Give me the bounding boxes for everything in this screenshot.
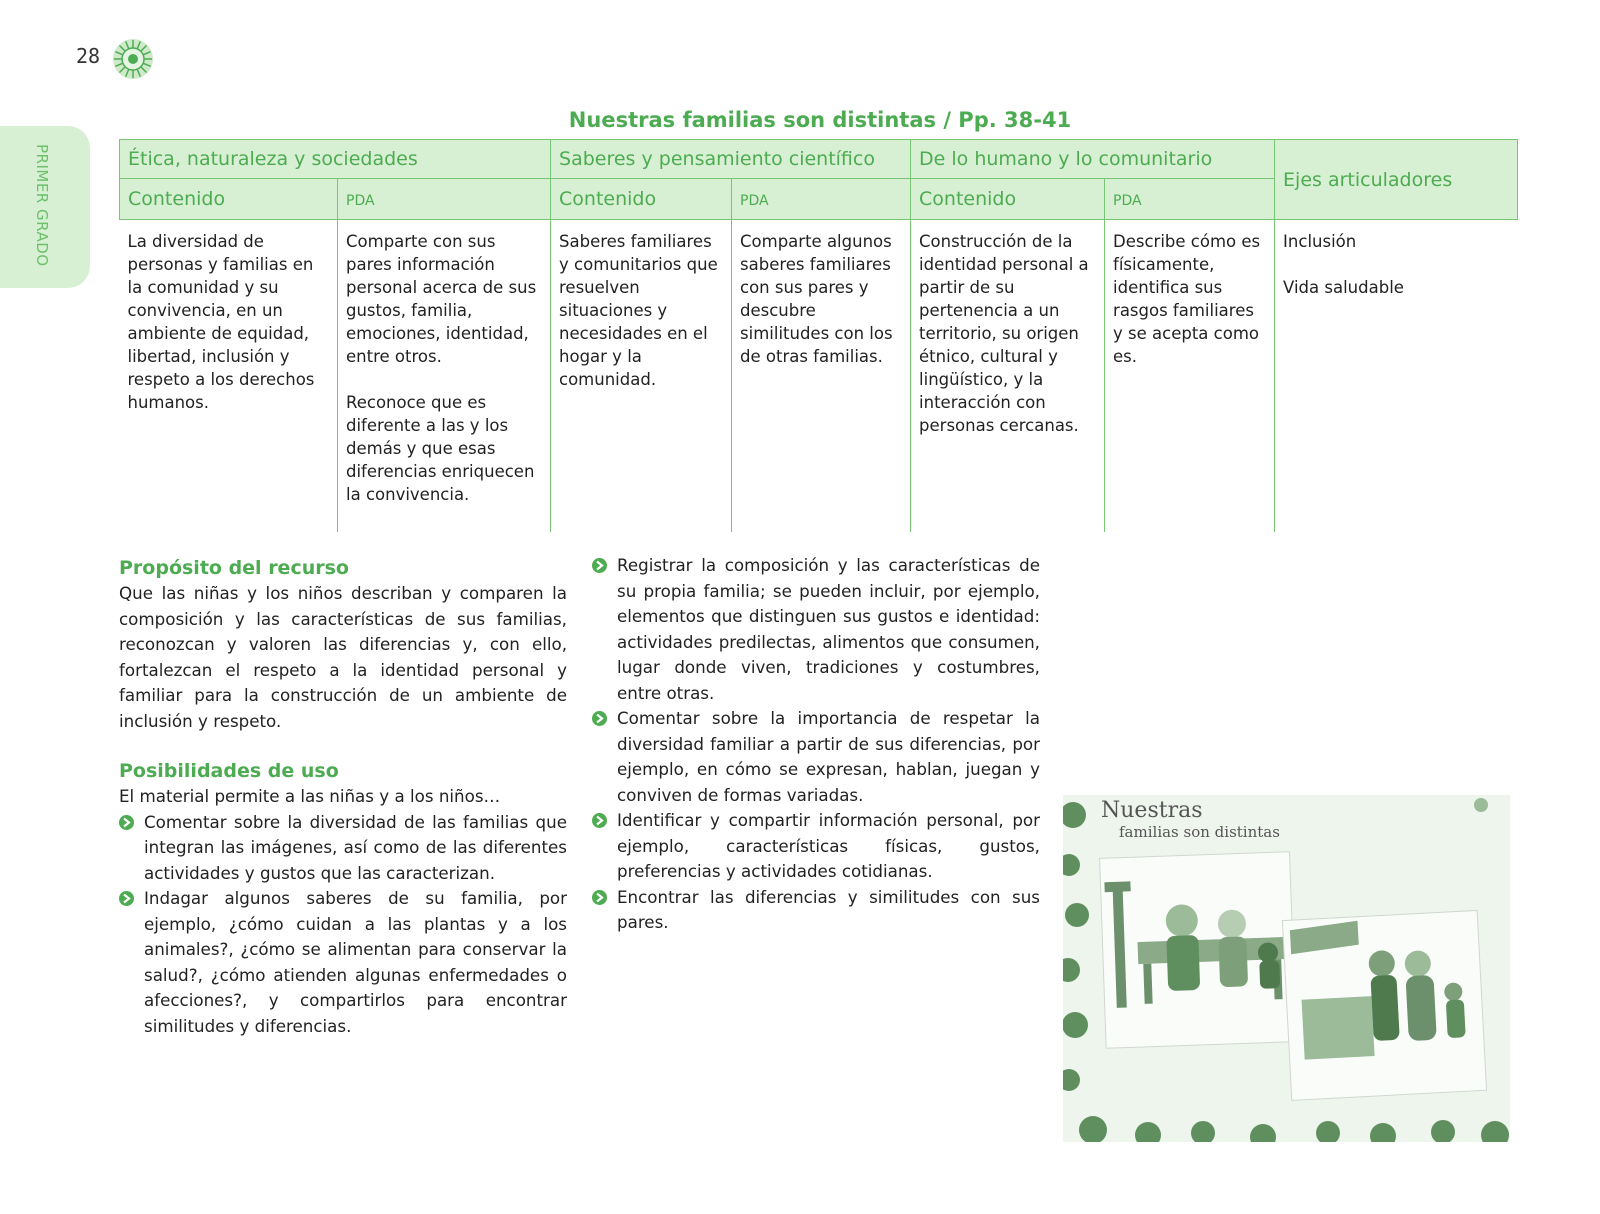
proposito-heading: Propósito del recurso (119, 557, 349, 579)
list-item: Registrar la composición y las características de su propia familia; se pueden incluir, por ejemplo, elementos que distinguen sus gustos e identidad: actividades predilectas, alimentos que consumen, lugar donde viven, tradiciones y costumbres, entre otras. (592, 553, 1040, 706)
ejes-header: Ejes articuladores (1275, 140, 1518, 220)
cover-title-2: familias son distintas (1119, 823, 1280, 841)
table-title: Nuestras familias son distintas / Pp. 38-41 (568, 108, 1072, 132)
grade-side-tab (0, 126, 90, 288)
pda-header: PDA (1105, 179, 1275, 220)
proposito-text: Que las niñas y los niños describan y comparen la composición y las características de sus familias, reconozcan y valoren las diferencias y, con ello, fortalezcan el respeto a la identidad personal y familiar para la construcción de un ambiente de inclusión y respeto. (119, 583, 567, 731)
grade-label: PRIMER GRADO (33, 144, 51, 267)
area-humano: De lo humano y lo comunitario (911, 140, 1275, 179)
bullet-arrow-icon (592, 890, 607, 905)
posibilidades-intro: El material permite a las niñas y a los niños… (119, 786, 501, 806)
curriculum-table (119, 139, 1518, 532)
ejes-cell: Inclusión Vida saludable (1275, 220, 1518, 533)
pda-header: PDA (732, 179, 911, 220)
contenido-header: Contenido (911, 179, 1105, 220)
humano-pda-cell: Describe cómo es físicamente, identifica sus rasgos familiares y se acepta como es. (1105, 220, 1275, 533)
posibilidades-heading: Posibilidades de uso (119, 760, 339, 782)
cover-illustration (1063, 795, 1510, 1142)
posibilidades-list-continued (592, 553, 1040, 936)
etica-contenido-cell: La diversidad de personas y familias en la comunidad y su convivencia, en un ambiente de equidad, libertad, inclusión y respeto a los derechos humanos. (120, 220, 338, 533)
pda-header: PDA (338, 179, 551, 220)
list-item: Comentar sobre la importancia de respetar la diversidad familiar a partir de sus diferencias, por ejemplo, en cómo se expresan, hablan, juegan y conviven de formas variadas. (592, 706, 1040, 808)
contenido-header: Contenido (551, 179, 732, 220)
contenido-header: Contenido (120, 179, 338, 220)
saberes-contenido-cell: Saberes familiares y comunitarios que resuelven situaciones y necesidades en el hogar y la comunidad. (551, 220, 732, 533)
saberes-pda-cell: Comparte algunos saberes familiares con sus pares y descubre similitudes con los de otras familias. (732, 220, 911, 533)
middle-column (592, 553, 1040, 936)
area-saberes: Saberes y pensamiento científico (551, 140, 911, 179)
bullet-arrow-icon (119, 891, 134, 906)
cover-title-1: Nuestras (1101, 798, 1203, 823)
bullet-arrow-icon (119, 815, 134, 830)
list-item: Indagar algunos saberes de su familia, por ejemplo, ¿cómo cuidan a las plantas y a los animales?, ¿cómo se alimentan para conservar la salud?, ¿cómo atienden algunas enfermedades o afecciones?, y compartirlos para encontrar similitudes y diferencias. (119, 886, 567, 1039)
bullet-arrow-icon (592, 558, 607, 573)
list-item: Encontrar las diferencias y similitudes con sus pares. (592, 885, 1040, 936)
resource-cover-thumbnail (1063, 795, 1510, 1142)
area-etica: Ética, naturaleza y sociedades (120, 140, 551, 179)
rosette-icon (112, 38, 154, 80)
list-item: Identificar y compartir información personal, por ejemplo, características físicas, gustos, preferencias y actividades cotidianas. (592, 808, 1040, 885)
bullet-arrow-icon (592, 813, 607, 828)
page-number: 28 (76, 44, 101, 68)
left-column (119, 555, 567, 1039)
etica-pda-cell: Comparte con sus pares información personal acerca de sus gustos, familia, emociones, identidad, entre otros. Reconoce que es diferente a las y los demás y que esas diferencias enriquecen la convivencia. (338, 220, 551, 533)
list-item: Comentar sobre la diversidad de las familias que integran las imágenes, así como de las diferentes actividades y gustos que las caracterizan. (119, 810, 567, 887)
posibilidades-list (119, 810, 567, 1040)
bullet-arrow-icon (592, 711, 607, 726)
humano-contenido-cell: Construcción de la identidad personal a partir de su pertenencia a un territorio, su origen étnico, cultural y lingüístico, y la interacción con personas cercanas. (911, 220, 1105, 533)
